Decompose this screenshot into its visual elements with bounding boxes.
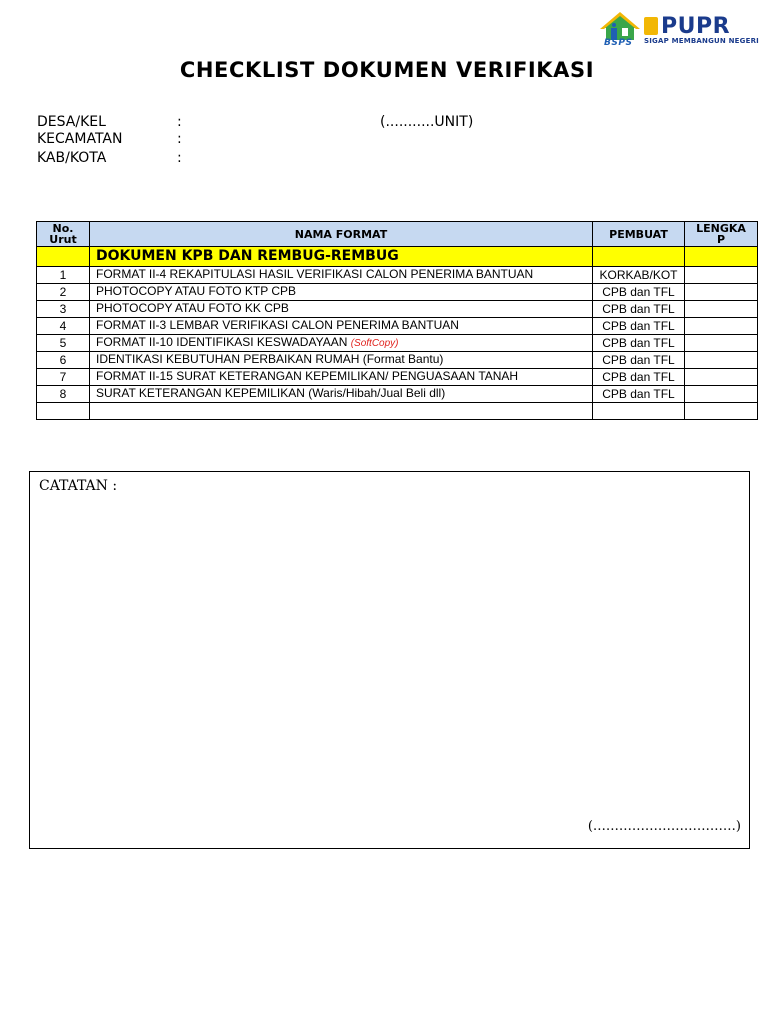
lengkap-cell[interactable] <box>685 301 758 318</box>
field-sep: : <box>177 150 182 166</box>
unit-count: (...........UNIT) <box>380 114 474 130</box>
format-name-text: IDENTIKASI KEBUTUHAN PERBAIKAN RUMAH (Format Bantu) <box>96 352 444 366</box>
header-lengkap: LENGKA P <box>685 222 758 247</box>
row-format-name <box>90 284 593 301</box>
bsps-text: BSPS <box>604 38 633 48</box>
row-pembuat: CPB dan TFL <box>593 335 685 352</box>
empty-row <box>37 403 758 420</box>
field-sep: : <box>177 131 182 147</box>
row-number: 7 <box>37 369 90 386</box>
format-name-text: FORMAT II-3 LEMBAR VERIFIKASI CALON PENERIMA BANTUAN <box>96 318 459 332</box>
pupr-logo <box>598 10 759 50</box>
row-pembuat: CPB dan TFL <box>593 369 685 386</box>
table-row <box>37 318 758 335</box>
row-pembuat: CPB dan TFL <box>593 318 685 335</box>
row-number: 6 <box>37 352 90 369</box>
field-kecamatan <box>37 131 182 147</box>
pupr-brand: PUPR <box>661 14 731 39</box>
header-no: No. Urut <box>37 222 90 247</box>
format-name-text: SURAT KETERANGAN KEPEMILIKAN (Waris/Hibah/Jual Beli dll) <box>96 386 446 400</box>
lengkap-cell[interactable] <box>685 369 758 386</box>
row-number: 4 <box>37 318 90 335</box>
row-number: 2 <box>37 284 90 301</box>
softcopy-note: (SoftCopy) <box>350 338 399 349</box>
format-name-text: PHOTOCOPY ATAU FOTO KK CPB <box>96 301 289 315</box>
header-nama-format: NAMA FORMAT <box>90 222 593 247</box>
section-row <box>37 247 758 267</box>
row-number: 3 <box>37 301 90 318</box>
row-pembuat: CPB dan TFL <box>593 352 685 369</box>
row-number: 1 <box>37 267 90 284</box>
table-header <box>37 222 758 247</box>
pupr-mark-icon <box>644 17 658 35</box>
table-row <box>37 267 758 284</box>
table-row <box>37 386 758 403</box>
section-title: DOKUMEN KPB DAN REMBUG-REMBUG <box>90 247 593 267</box>
table-row <box>37 284 758 301</box>
table-row <box>37 335 758 352</box>
field-label: KAB/KOTA <box>37 150 107 166</box>
row-number: 8 <box>37 386 90 403</box>
format-name-text: FORMAT II-4 REKAPITULASI HASIL VERIFIKASI CALON PENERIMA BANTUAN <box>96 267 534 281</box>
row-format-name <box>90 369 593 386</box>
table-row <box>37 369 758 386</box>
format-name-text: FORMAT II-15 SURAT KETERANGAN KEPEMILIKAN/ PENGUASAAN TANAH <box>96 369 519 383</box>
lengkap-cell[interactable] <box>685 267 758 284</box>
format-name-text: FORMAT II-10 IDENTIFIKASI KESWADAYAAN <box>96 335 351 349</box>
row-format-name <box>90 318 593 335</box>
format-name-text: PHOTOCOPY ATAU FOTO KTP CPB <box>96 284 297 298</box>
lengkap-cell[interactable] <box>685 335 758 352</box>
field-label: DESA/KEL <box>37 114 106 130</box>
row-format-name <box>90 386 593 403</box>
pupr-tagline: SIGAP MEMBANGUN NEGERI <box>644 37 759 45</box>
row-pembuat: CPB dan TFL <box>593 301 685 318</box>
row-format-name <box>90 352 593 369</box>
checklist-table <box>36 221 758 420</box>
lengkap-cell[interactable] <box>685 318 758 335</box>
pupr-wordmark <box>644 14 730 39</box>
lengkap-cell[interactable] <box>685 247 758 267</box>
row-format-name <box>90 335 593 352</box>
field-label: KECAMATAN <box>37 131 123 147</box>
notes-label: CATATAN : <box>39 478 118 494</box>
row-pembuat: CPB dan TFL <box>593 284 685 301</box>
header-pembuat: PEMBUAT <box>593 222 685 247</box>
lengkap-cell[interactable] <box>685 352 758 369</box>
lengkap-cell[interactable] <box>685 386 758 403</box>
field-kabkota <box>37 150 182 166</box>
field-desa <box>37 114 182 130</box>
signature-line: (……………………………) <box>587 819 741 834</box>
field-sep: : <box>177 114 182 130</box>
table-row <box>37 301 758 318</box>
lengkap-cell[interactable] <box>685 284 758 301</box>
row-number: 5 <box>37 335 90 352</box>
row-pembuat: KORKAB/KOT <box>593 267 685 284</box>
document-title: CHECKLIST DOKUMEN VERIFIKASI <box>179 58 595 82</box>
notes-box <box>29 471 750 849</box>
table-row <box>37 352 758 369</box>
row-pembuat: CPB dan TFL <box>593 386 685 403</box>
row-format-name <box>90 267 593 284</box>
row-format-name <box>90 301 593 318</box>
